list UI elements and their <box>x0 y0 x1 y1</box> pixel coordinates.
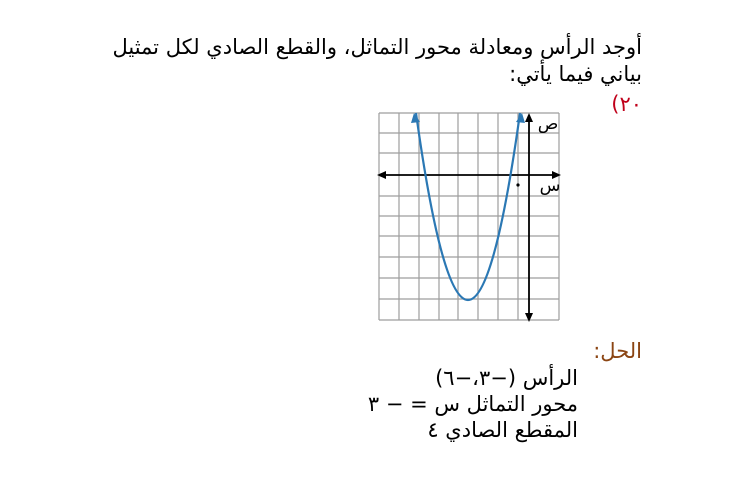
y-axis-label: ص <box>537 114 559 134</box>
x-axis-label: س <box>539 176 561 196</box>
question-text: أوجد الرأس ومعادلة محور التماثل، والقطع الصادي لكل تمثيل بياني فيما يأتي: <box>112 35 642 86</box>
parabola-curve <box>411 113 525 300</box>
solution-answers <box>368 365 578 443</box>
y-axis <box>525 113 533 322</box>
origin-dot <box>516 183 519 186</box>
question-number: ٢٠) <box>611 92 642 116</box>
solution-label: الحل: <box>593 339 642 363</box>
axis-of-symmetry-answer: محور التماثل س = − ٣ <box>367 392 578 416</box>
y-intercept-answer: المقطع الصادي ٤ <box>427 418 578 442</box>
grid <box>379 113 559 320</box>
x-axis <box>377 171 561 179</box>
vertex-answer: الرأس (−٣،−٦) <box>435 366 578 390</box>
parabola-graph <box>374 110 564 326</box>
